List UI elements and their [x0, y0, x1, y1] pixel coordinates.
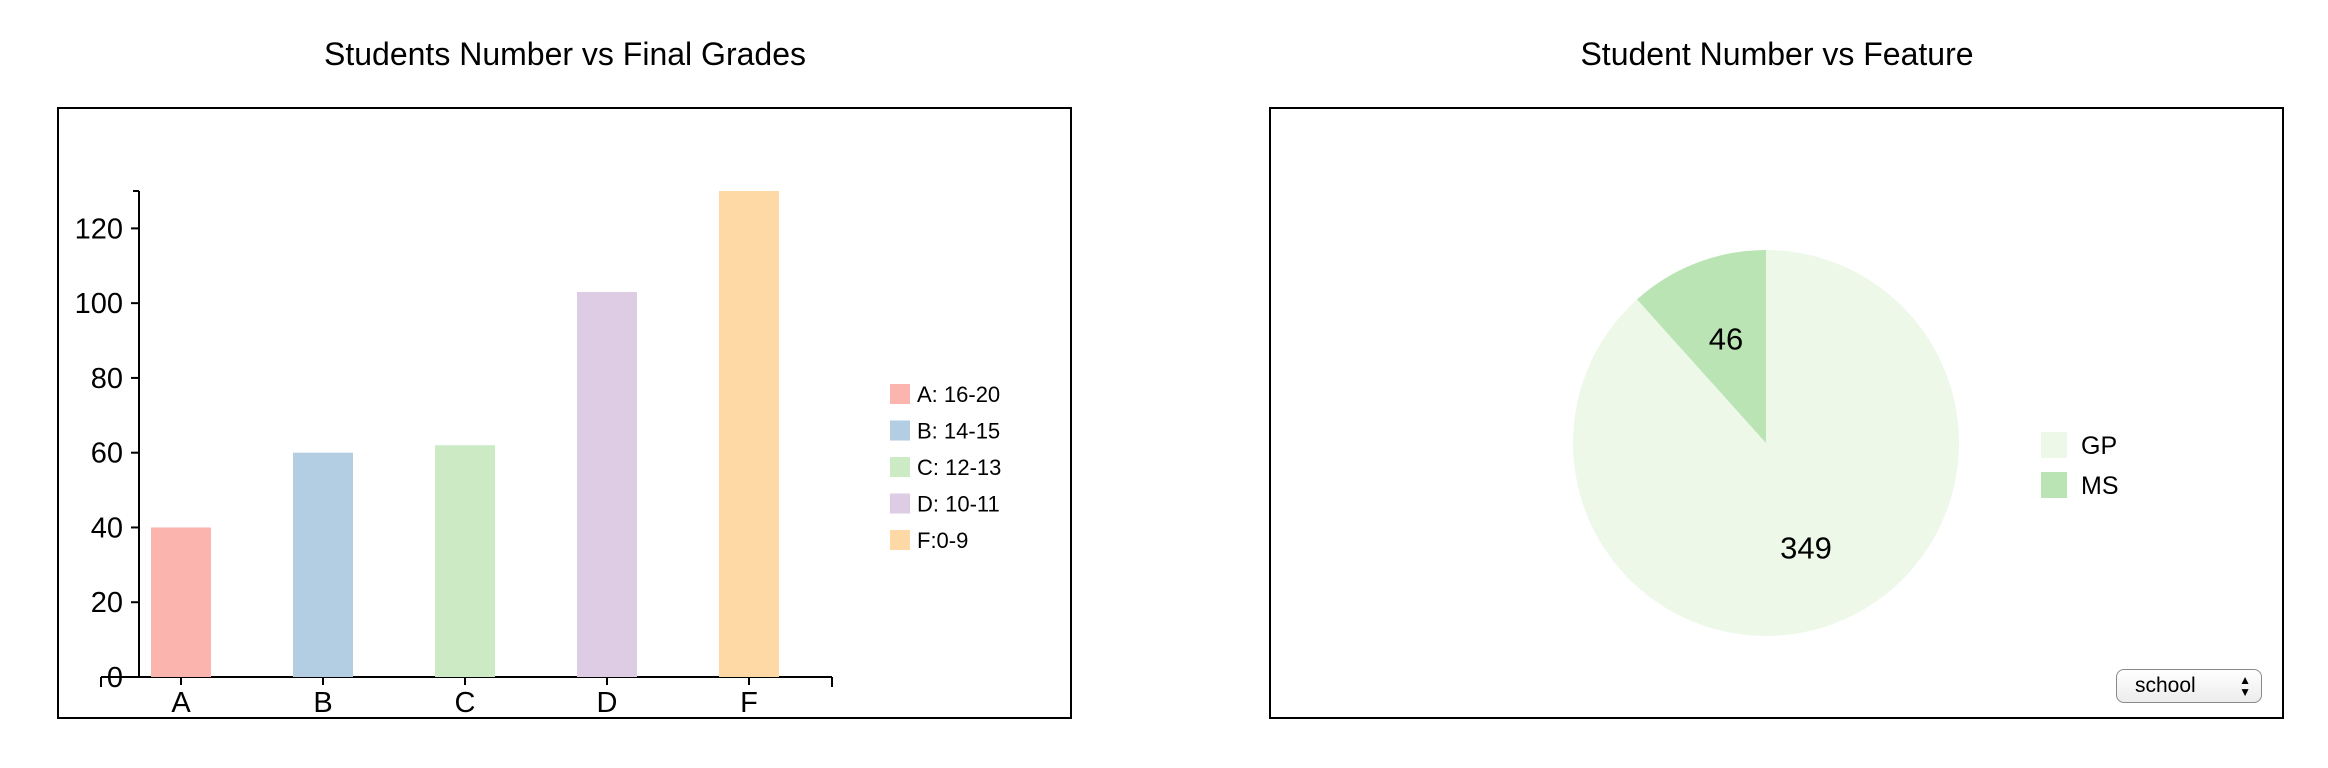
legend-label: B: 14-15: [917, 418, 1001, 444]
bar-C: [435, 445, 495, 677]
pie-chart-panel: [1269, 107, 2284, 719]
y-tick-label: 60: [90, 437, 123, 470]
bar-chart: [59, 109, 1070, 717]
feature-select-value: school: [2135, 674, 2196, 697]
legend-swatch-F: [890, 530, 910, 550]
x-tick-label: D: [596, 687, 618, 717]
bar-A: [151, 527, 211, 677]
feature-select[interactable]: [2116, 669, 2262, 703]
legend-label: D: 10-11: [917, 491, 1000, 517]
legend-swatch-MS: [2041, 472, 2067, 498]
x-tick-label: C: [454, 687, 476, 717]
legend-swatch-GP: [2041, 432, 2067, 458]
legend-swatch-A: [890, 384, 910, 404]
x-tick-label: B: [313, 687, 333, 717]
select-arrows-icon: ▲ ▼: [2239, 673, 2251, 699]
legend-label: F:0-9: [917, 528, 969, 553]
y-tick-label: 0: [106, 662, 123, 694]
legend-swatch-C: [890, 457, 910, 477]
legend-label: GP: [2081, 432, 2118, 460]
y-tick-label: 100: [74, 288, 123, 321]
pie-chart-title: Student Number vs Feature: [1580, 36, 1974, 72]
y-tick-label: 80: [90, 362, 123, 395]
y-tick-label: 40: [90, 512, 123, 545]
bar-chart-panel: [57, 107, 1072, 719]
bar-F: [719, 191, 779, 677]
x-tick-label: F: [740, 687, 758, 717]
y-tick-label: 20: [90, 587, 123, 620]
legend-swatch-D: [890, 494, 910, 514]
bar-chart-title: Students Number vs Final Grades: [324, 36, 806, 72]
legend-label: C: 12-13: [917, 455, 1002, 480]
pie-slice-value-GP: 349: [1780, 530, 1832, 566]
bar-B: [293, 453, 353, 677]
legend-label: MS: [2081, 472, 2119, 500]
legend-swatch-B: [890, 421, 910, 441]
x-tick-label: A: [171, 687, 191, 717]
y-tick-label: 120: [74, 213, 123, 246]
bar-D: [577, 292, 637, 677]
pie-chart: [1271, 109, 2282, 717]
legend-label: A: 16-20: [917, 382, 1001, 407]
pie-slice-value-MS: 46: [1708, 321, 1744, 357]
